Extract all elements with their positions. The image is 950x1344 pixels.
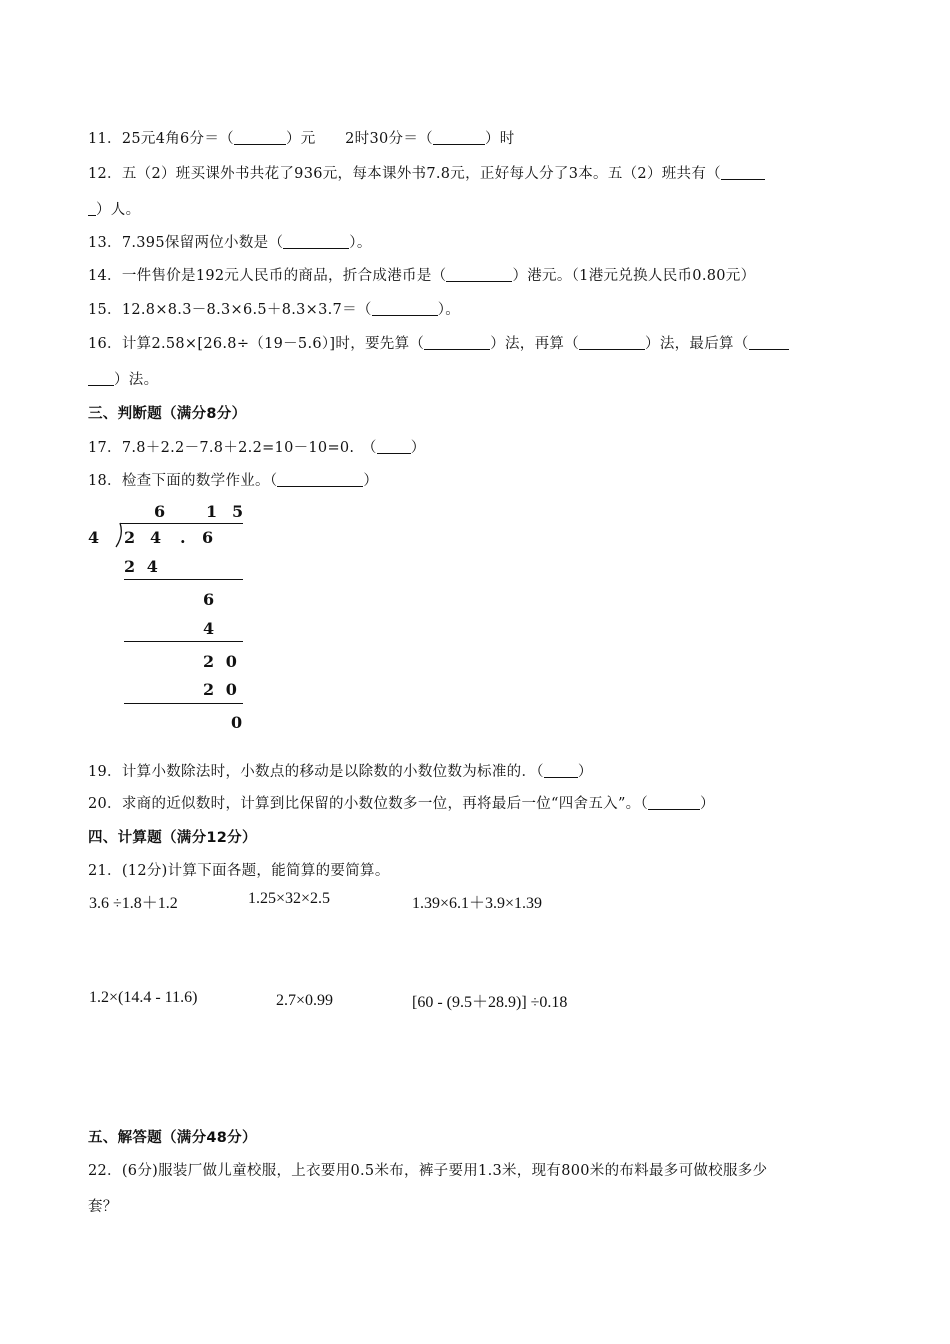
step-product: 2 4 [124,557,158,576]
calc-expression: 1.39×6.1＋3.9×1.39 [412,895,543,912]
question-18: 18．检查下面的数学作业。（ ） [88,473,379,489]
question-13: 13．7.395保留两位小数是（ ）。 [88,235,372,251]
question-21: 21．(12分)计算下面各题，能简算的要简算。 [88,863,390,879]
quotient-digit: 5 [232,502,244,521]
division-bracket [113,522,123,548]
question-16: 16．计算2.58×[26.8÷（19－5.6）]时，要先算（ ）法，再算（ ）法，最后算（ [88,332,789,353]
dividend-point: . [180,528,186,547]
step-product: 2 0 [203,680,237,699]
answer-blank[interactable] [377,439,411,454]
question-20: 20．求商的近似数时，计算到比保留的小数位数多一位，再将最后一位“四舍五入”。（ ） [88,796,715,812]
division-rule [124,703,243,704]
question-19: 19．计算小数除法时，小数点的移动是以除数的小数位数为标准的．（ ） [88,764,593,780]
question-12-cont: ）人。 [88,198,140,219]
answer-blank[interactable] [277,472,363,487]
division-rule [124,579,243,580]
section-title-judgement: 三、判断题（满分8分） [88,406,247,422]
calc-expression: 3.6 ÷1.8＋1.2 [89,895,178,912]
calc-expression: 1.2×(14.4 - 11.6) [89,989,198,1006]
answer-blank[interactable] [234,130,286,145]
final-remainder: 0 [231,713,243,732]
step-remainder: 6 [203,590,215,609]
question-11: 11．25元4角6分＝（ ）元 2时30分＝（ ）时 [88,131,515,147]
calc-expression: [60 - (9.5＋28.9)] ÷0.18 [412,994,568,1011]
question-14: 14．一件售价是192元人民币的商品，折合成港币是（ ）港元。（1港元兑换人民币0.80元） [88,268,756,284]
step-remainder: 2 0 [203,652,237,671]
dividend-digit: 2 [124,528,136,547]
quotient-digit: 1 [206,502,218,521]
question-15: 15．12.8×8.3－8.3×6.5＋8.3×3.7＝（ ）。 [88,302,461,318]
answer-blank[interactable] [579,335,645,350]
question-16-cont: ）法。 [88,368,158,389]
answer-blank[interactable] [749,335,789,350]
answer-blank[interactable] [88,371,114,386]
divisor: 4 [88,528,100,547]
dividend-digit: 6 [202,528,214,547]
answer-blank[interactable] [544,763,578,778]
answer-blank[interactable] [648,795,700,810]
answer-blank[interactable] [372,301,438,316]
division-rule [124,641,243,642]
section-title-word-problems: 五、解答题（满分48分） [88,1130,257,1146]
answer-blank[interactable] [88,201,96,216]
question-17: 17．7.8＋2.2－7.8＋2.2=10－10=0. （ ） [88,440,426,456]
division-bar [120,523,243,524]
question-22-cont: 套？ [88,1199,118,1215]
quotient-digit: 6 [154,502,166,521]
answer-blank[interactable] [433,130,485,145]
dividend-digit: 4 [150,528,162,547]
answer-blank[interactable] [424,335,490,350]
answer-blank[interactable] [283,234,349,249]
calc-expression: 1.25×32×2.5 [248,890,331,907]
calc-expression: 2.7×0.99 [276,992,334,1009]
answer-blank[interactable] [721,165,765,180]
step-product: 4 [203,619,215,638]
question-12: 12．五（2）班买课外书共花了936元，每本课外书7.8元，正好每人分了3本。五（2）班共有（ [88,162,765,183]
answer-blank[interactable] [446,267,512,282]
section-title-calculation: 四、计算题（满分12分） [88,830,257,846]
question-22: 22．(6分)服装厂做儿童校服，上衣要用0.5米布，裤子要用1.3米，现有800米的布料最多可做校服多少 [88,1163,768,1179]
